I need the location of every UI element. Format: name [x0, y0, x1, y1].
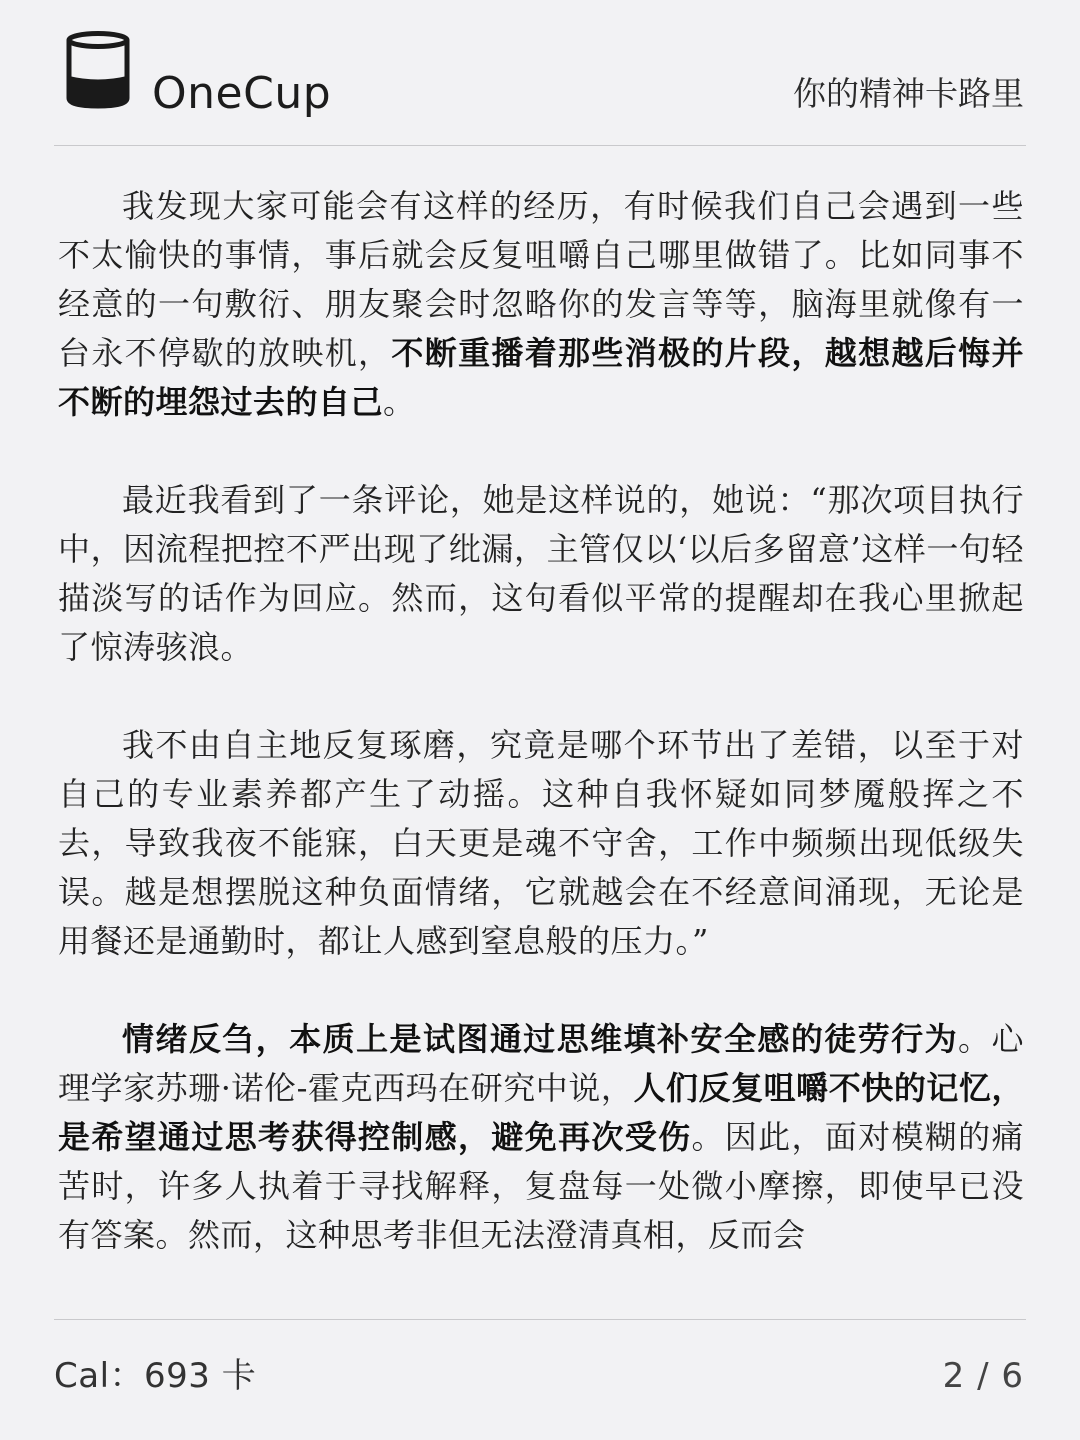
paragraph-text: 我不由自主地反复琢磨，究竟是哪个环节出了差错，以至于对自己的专业素养都产生了动摇。这种自我怀疑如同梦魇般挥之不去，导致我夜不能寐，白天更是魂不守舍，工作中频频出现低级失误。越是想摆脱这种负面情绪，它就越会在不经意间涌现，无论是用餐还是通勤时，都让人感到窒息般的压力。”	[58, 726, 1024, 960]
tagline: 你的精神卡路里	[793, 74, 1024, 113]
paragraph-text: 。	[383, 383, 416, 421]
article-paragraph	[58, 476, 1024, 672]
brand-name: OneCup	[152, 68, 332, 119]
header	[0, 0, 1080, 146]
article-paragraph	[58, 1015, 1024, 1260]
article-paragraph	[58, 721, 1024, 966]
cup-icon	[64, 30, 132, 110]
paragraph-text: 。因此，面对模糊的痛苦时，许多人执着于寻找解释，复盘每一处微小摩擦，即使早已没有答案。然而，这种思考非但无法澄清真相，反而会	[58, 1118, 1024, 1254]
paragraph-text: 我发现大家可能会有这样的经历，有时候我们自己会遇到一些不太愉快的事情，事后就会反复咀嚼自己哪里做错了。比如同事不经意的一句敷衍、朋友聚会时忽略你的发言等等，脑海里就像有一台永不停歇的放映机，	[58, 187, 1024, 372]
calorie-count: Cal：693 卡	[54, 1356, 257, 1396]
paragraph-text: 最近我看到了一条评论，她是这样说的，她说：“那次项目执行中，因流程把控不严出现了纰漏，主管仅以‘以后多留意’这样一句轻描淡写的话作为回应。然而，这句看似平常的提醒却在我心里掀起了惊涛骇浪。	[58, 481, 1024, 666]
page-indicator: 2 / 6	[942, 1356, 1024, 1396]
article-body	[58, 182, 1024, 1267]
emphasis-text: 人们反复咀嚼不快的记忆，是希望通过思考获得控制感，避免再次受伤	[58, 1069, 1024, 1156]
header-divider	[54, 145, 1026, 146]
paragraph-text: 。心理学家苏珊·诺伦-霍克西玛在研究中说，	[58, 1020, 1024, 1107]
footer-divider	[54, 1319, 1026, 1320]
emphasis-text: 不断重播着那些消极的片段，越想越后悔并不断的埋怨过去的自己	[58, 334, 1024, 421]
emphasis-text: 情绪反刍，本质上是试图通过思维填补安全感的徒劳行为	[122, 1020, 959, 1058]
article-paragraph	[58, 182, 1024, 427]
